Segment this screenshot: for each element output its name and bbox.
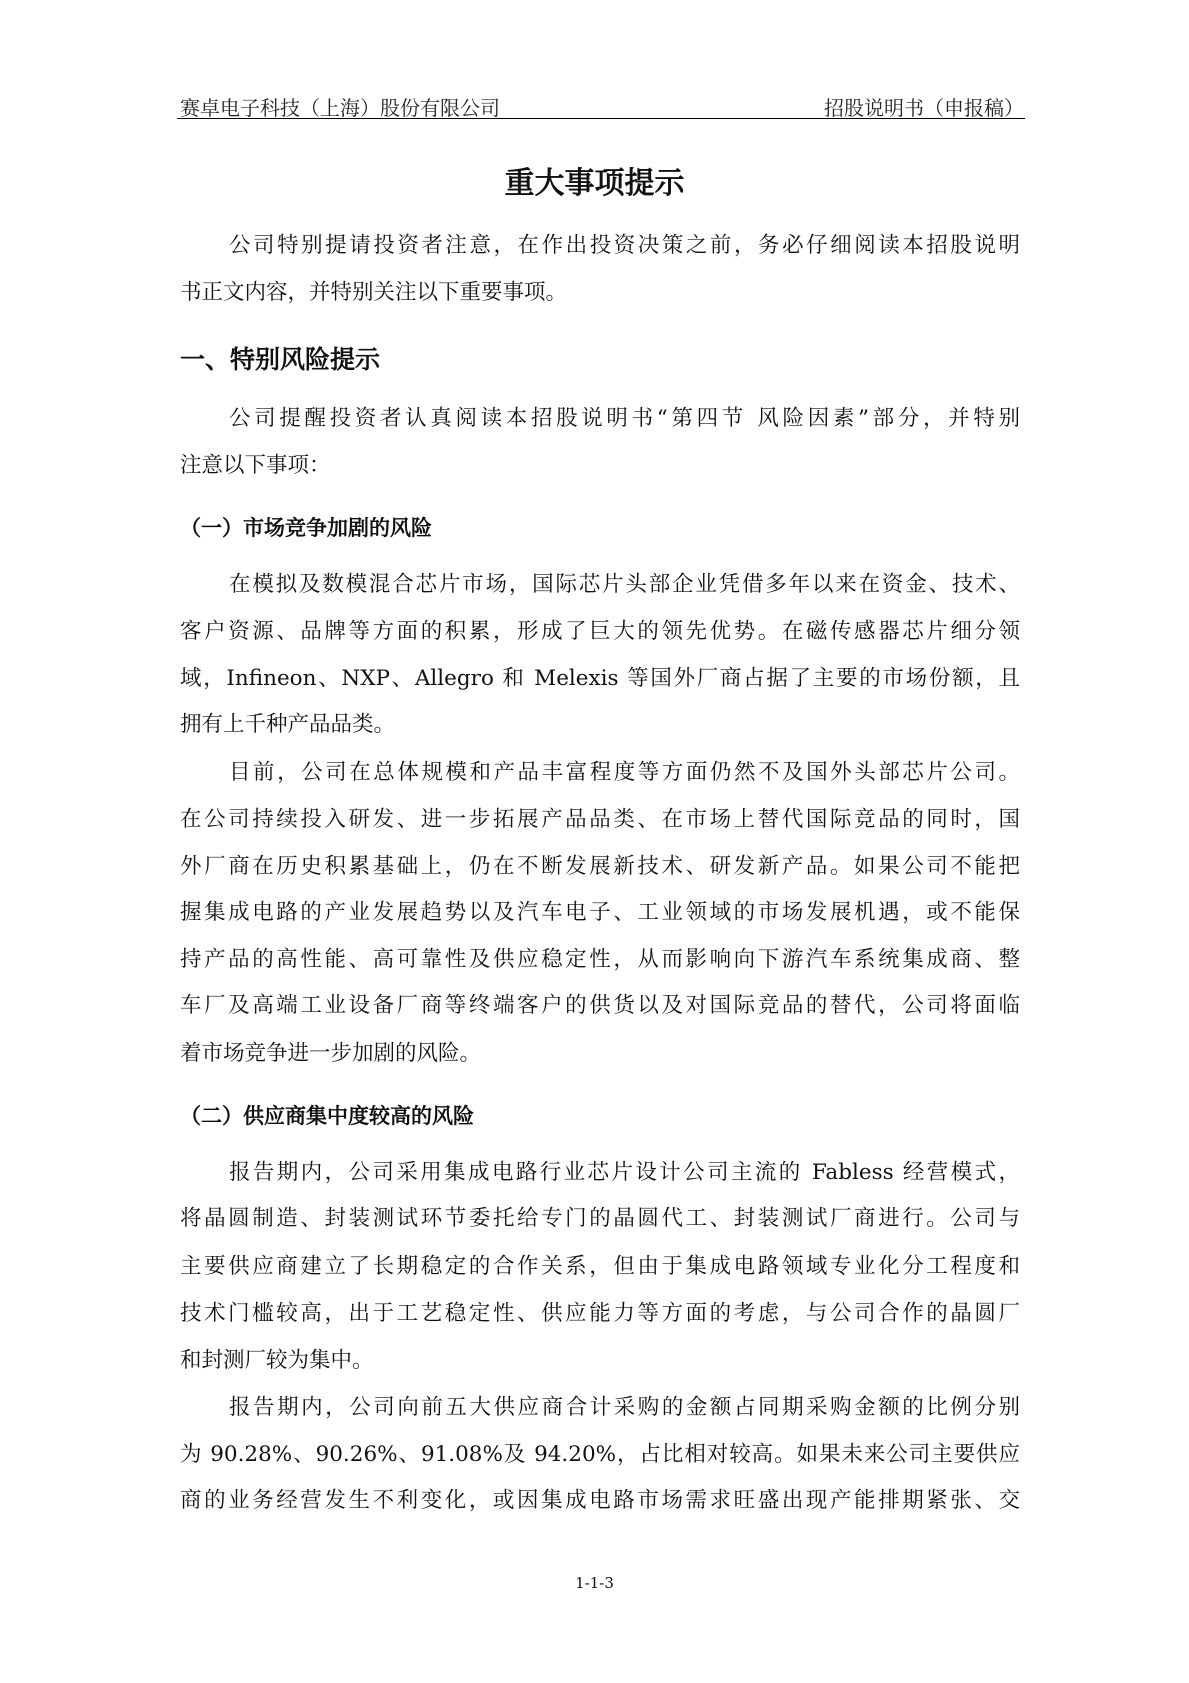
paragraph-line: 公司特别提请投资者注意，在作出投资决策之前，务必仔细阅读本招股说明 bbox=[229, 233, 1020, 258]
paragraph-line: 技术门槛较高，出于工艺稳定性、供应能力等方面的考虑，与公司合作的晶圆厂 bbox=[180, 1301, 1020, 1326]
paragraph-line: 在公司持续投入研发、进一步拓展产品品类、在市场上替代国际竞品的同时，国 bbox=[180, 807, 1020, 832]
page-number: 1-1-3 bbox=[575, 1574, 614, 1592]
paragraph-line: 持产品的高性能、高可靠性及供应稳定性，从而影响向下游汽车系统集成商、整 bbox=[180, 947, 1020, 972]
paragraph-line: 为 90.28%、90.26%、91.08%及 94.20%，占比相对较高。如果未来公司主要供应 bbox=[180, 1442, 1020, 1467]
header-rule bbox=[177, 118, 1025, 119]
paragraph-line: 将晶圆制造、封装测试环节委托给专门的晶圆代工、封装测试厂商进行。公司与 bbox=[180, 1206, 1020, 1231]
header-doc-type: 招股说明书（申报稿） bbox=[824, 96, 1024, 120]
paragraph-line: 在模拟及数模混合芯片市场，国际芯片头部企业凭借多年以来在资金、技术、 bbox=[229, 572, 1020, 597]
paragraph-line: 目前，公司在总体规模和产品丰富程度等方面仍然不及国外头部芯片公司。 bbox=[229, 760, 1020, 785]
paragraph-line: 客户资源、品牌等方面的积累，形成了巨大的领先优势。在磁传感器芯片细分领 bbox=[180, 619, 1020, 644]
paragraph-line: 拥有上千种产品品类。 bbox=[180, 712, 396, 737]
paragraph-line: 主要供应商建立了长期稳定的合作关系，但由于集成电路领域专业化分工程度和 bbox=[180, 1254, 1020, 1279]
paragraph-line: 报告期内，公司采用集成电路行业芯片设计公司主流的 Fabless 经营模式， bbox=[229, 1160, 1020, 1185]
paragraph-line: 握集成电路的产业发展趋势以及汽车电子、工业领域的市场发展机遇，或不能保 bbox=[180, 900, 1020, 925]
paragraph-line: 书正文内容，并特别关注以下重要事项。 bbox=[180, 280, 568, 305]
subsection-heading: （一）市场竞争加剧的风险 bbox=[180, 516, 432, 540]
page-title: 重大事项提示 bbox=[504, 166, 685, 201]
paragraph-line: 商的业务经营发生不利变化，或因集成电路市场需求旺盛出现产能排期紧张、交 bbox=[180, 1488, 1020, 1513]
paragraph-line: 外厂商在历史积累基础上，仍在不断发展新技术、研发新产品。如果公司不能把 bbox=[180, 854, 1020, 879]
paragraph-line: 和封测厂较为集中。 bbox=[180, 1348, 374, 1373]
subsection-heading: （二）供应商集中度较高的风险 bbox=[180, 1104, 474, 1128]
paragraph-line: 着市场竞争进一步加剧的风险。 bbox=[180, 1041, 482, 1066]
paragraph-line: 报告期内，公司向前五大供应商合计采购的金额占同期采购金额的比例分别 bbox=[229, 1395, 1020, 1420]
header-company: 赛卓电子科技（上海）股份有限公司 bbox=[180, 96, 500, 120]
paragraph-line: 公司提醒投资者认真阅读本招股说明书“第四节 风险因素”部分，并特别 bbox=[229, 406, 1020, 431]
paragraph-line: 域，Infineon、NXP、Allegro 和 Melexis 等国外厂商占据了主要的市场份额，且 bbox=[180, 666, 1020, 691]
paragraph-line: 注意以下事项： bbox=[180, 453, 331, 478]
paragraph-line: 车厂及高端工业设备厂商等终端客户的供货以及对国际竞品的替代，公司将面临 bbox=[180, 993, 1020, 1018]
section-heading: 一、特别风险提示 bbox=[180, 345, 381, 374]
